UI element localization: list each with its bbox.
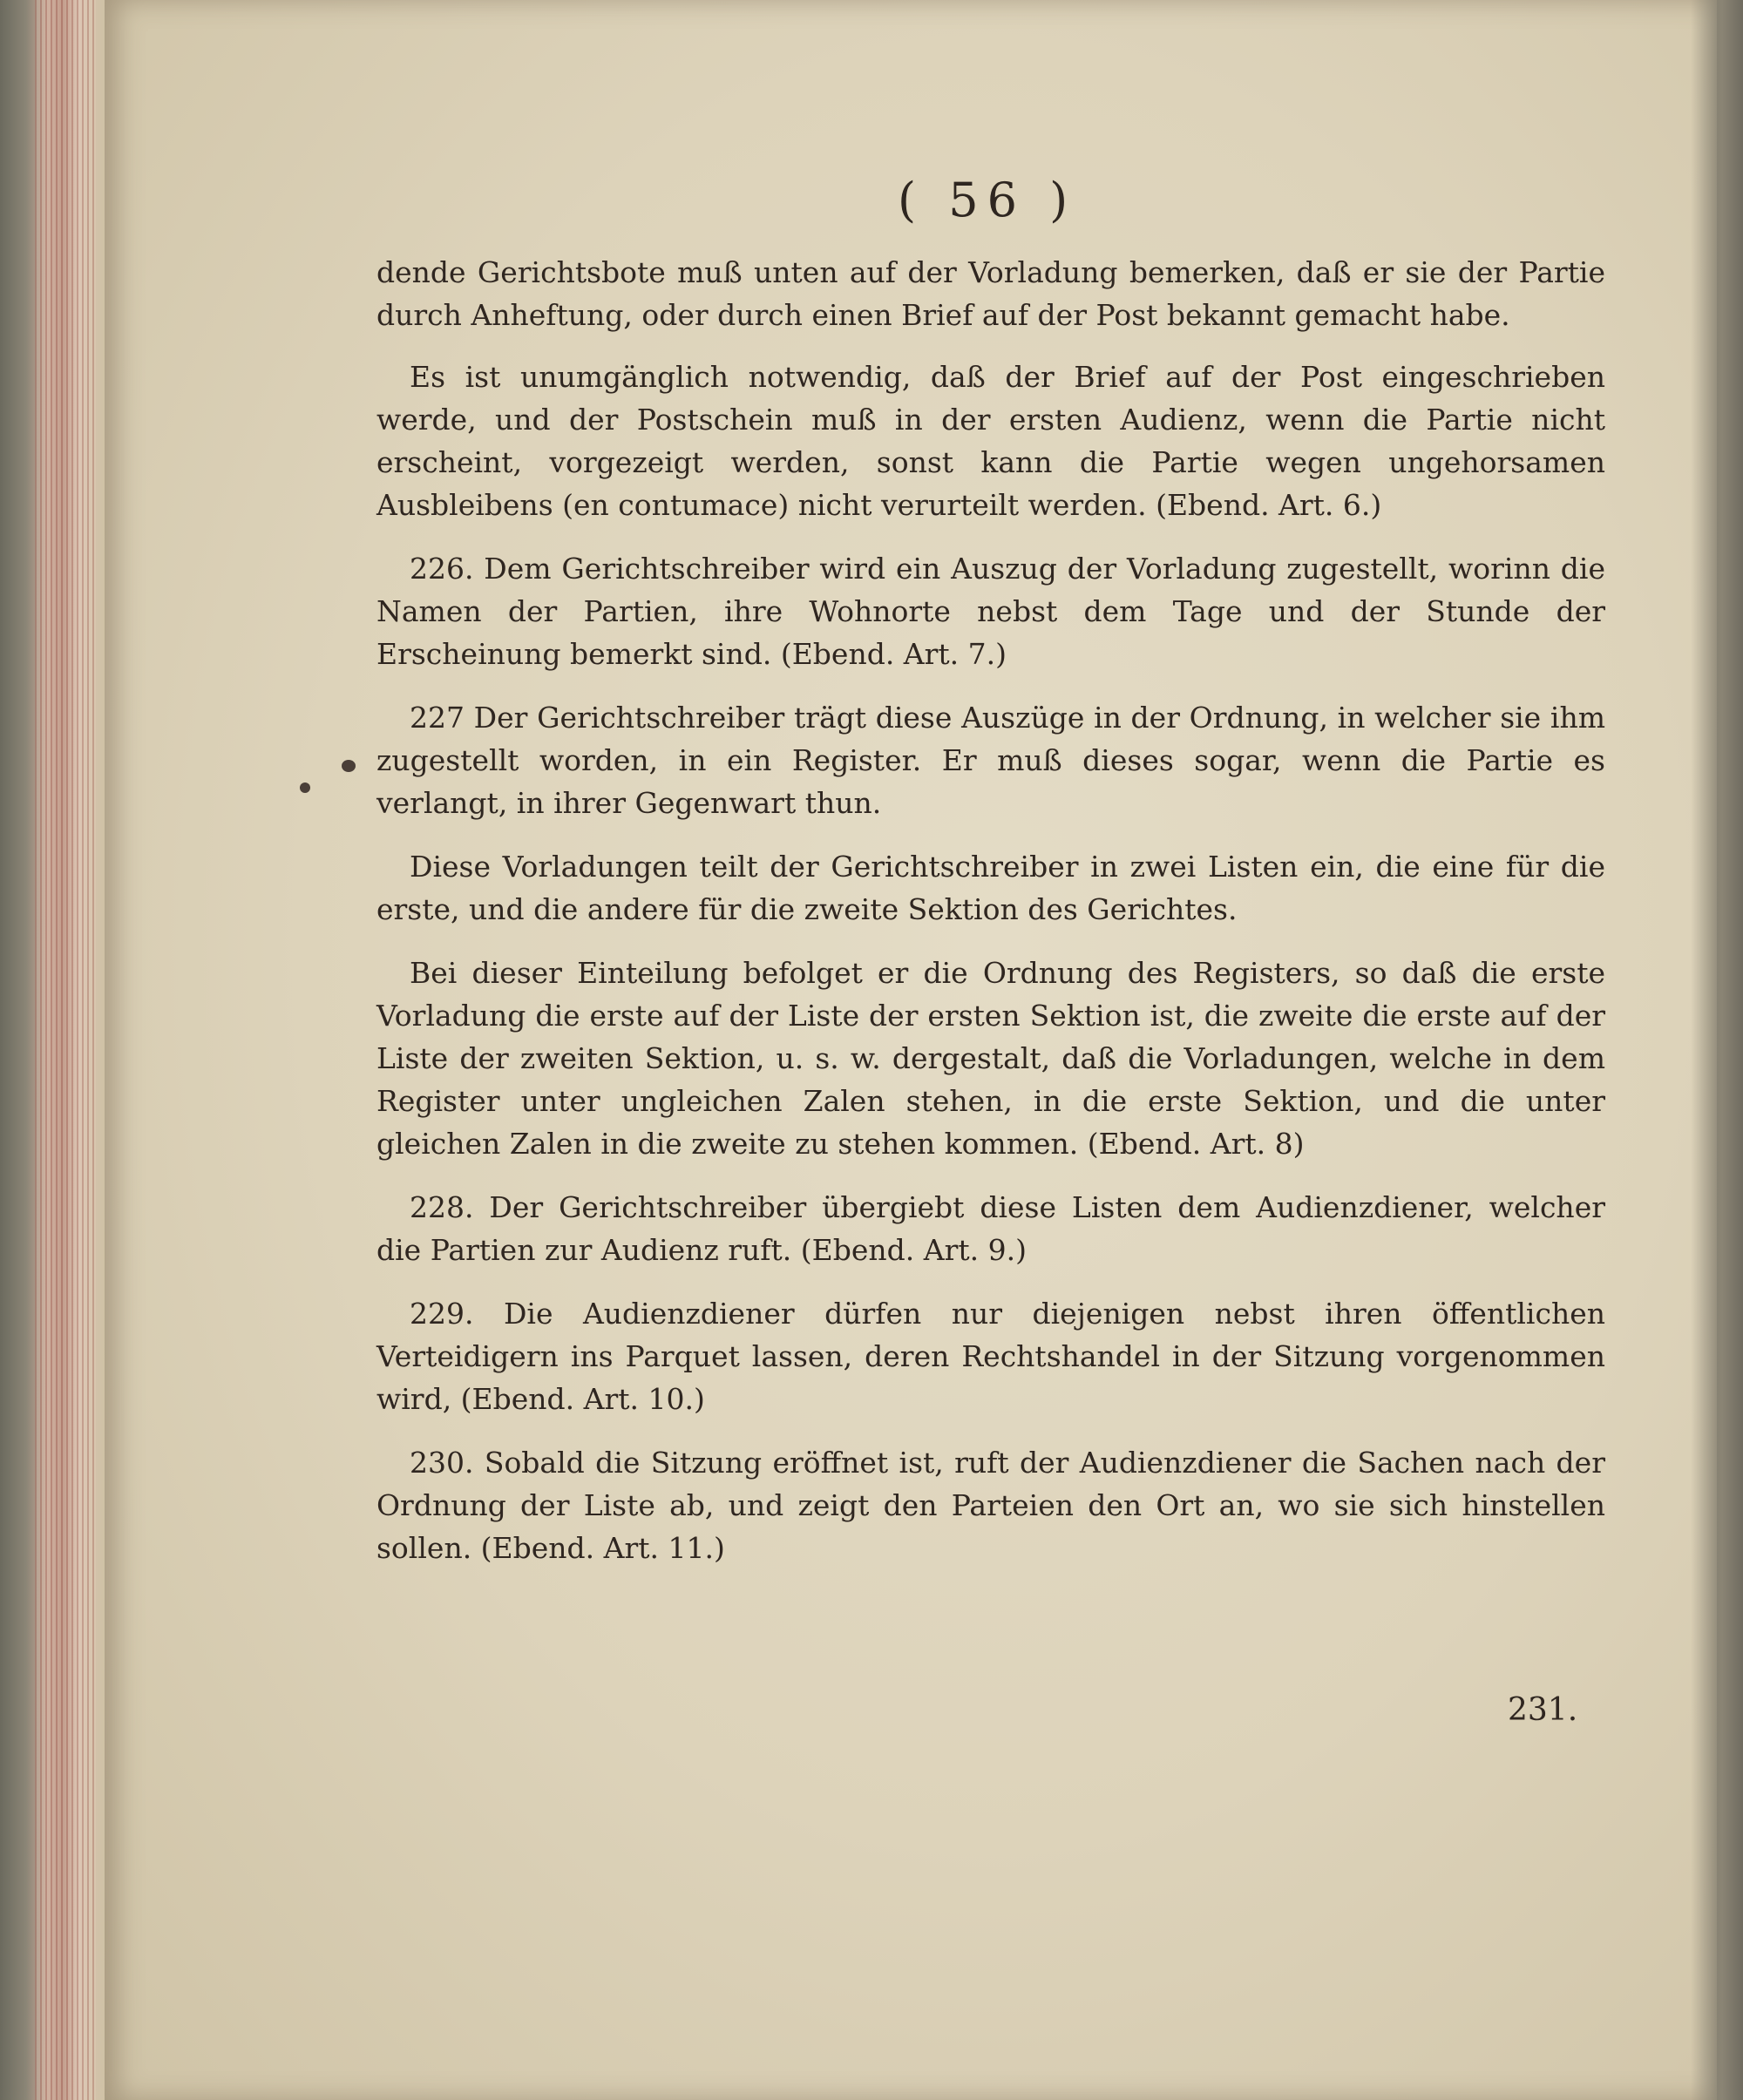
paragraph-228: 228. Der Gerichtschreiber übergiebt diese Listen dem Audienzdiener, welcher die Partien zur Audienz ruft. (Ebend. Art. 9.) bbox=[376, 1190, 1605, 1267]
paragraph-229: 229. Die Audienzdiener dürfen nur diejenigen nebst ihren öffentlichen Verteidigern ins Parquet lassen, deren Rechtshandel in der Sitzung vorgenommen wird, (Ebend. Art. 10.) bbox=[376, 1297, 1605, 1416]
page-body bbox=[376, 251, 1605, 1590]
paragraph-227: 227 Der Gerichtschreiber trägt diese Auszüge in der Ordnung, in welcher sie ihm zugestellt worden, in ein Register. Er muß dieses sogar, wenn die Partie es verlangt, in ihrer Gegenwart thun. bbox=[376, 701, 1605, 820]
paragraph-continuation: dende Gerichtsbote muß unten auf der Vorladung bemerken, daß er sie der Partie durch Anheftung, oder durch einen Brief auf der Post bekannt gemacht habe. bbox=[376, 255, 1605, 332]
catchword: 231. bbox=[1508, 1692, 1578, 1728]
paragraph: Bei dieser Einteilung befolget er die Ordnung des Registers, so daß die erste Vorladung die erste auf der Liste der ersten Sektion ist, die zweite die erste auf der Liste der zweiten Sektion, u. s. w. dergestalt, daß die Vorladungen, welche in dem Register unter ungleichen Zalen stehen, in die erste Sektion, und die unter gleichen Zalen in die zweite zu stehen kommen. (Ebend. Art. 8) bbox=[376, 956, 1605, 1161]
page-gutter-shadow bbox=[1691, 0, 1743, 2100]
book-page-edges bbox=[0, 0, 105, 2100]
paragraph: Diese Vorladungen teilt der Gerichtschreiber in zwei Listen ein, die eine für die erste, und die andere für die zweite Sektion des Gerichtes. bbox=[376, 850, 1605, 926]
paragraph: Es ist unumgänglich notwendig, daß der Brief auf der Post eingeschrieben werde, und der Postschein muß in der ersten Audienz, wenn die Partie nicht erscheint, vorgezeigt werden, sonst kann die Partie wegen ungehorsamen Ausbleibens (en contumace) nicht verurteilt werden. (Ebend. Art. 6.) bbox=[376, 360, 1605, 522]
ink-blot-mark bbox=[300, 782, 310, 793]
page-number: ( 56 ) bbox=[898, 173, 1077, 227]
ink-blot-mark bbox=[342, 760, 356, 772]
paragraph-226: 226. Dem Gerichtschreiber wird ein Auszug der Vorladung zugestellt, worinn die Namen der Partien, ihre Wohnorte nebst dem Tage und der Stunde der Erscheinung bemerkt sind. (Ebend. Art. 7.) bbox=[376, 552, 1605, 671]
paragraph-230: 230. Sobald die Sitzung eröffnet ist, ruft der Audienzdiener die Sachen nach der Ordnung der Liste ab, und zeigt den Parteien den Ort an, wo sie sich hinstellen sollen. (Ebend. Art. 11.) bbox=[376, 1446, 1605, 1565]
